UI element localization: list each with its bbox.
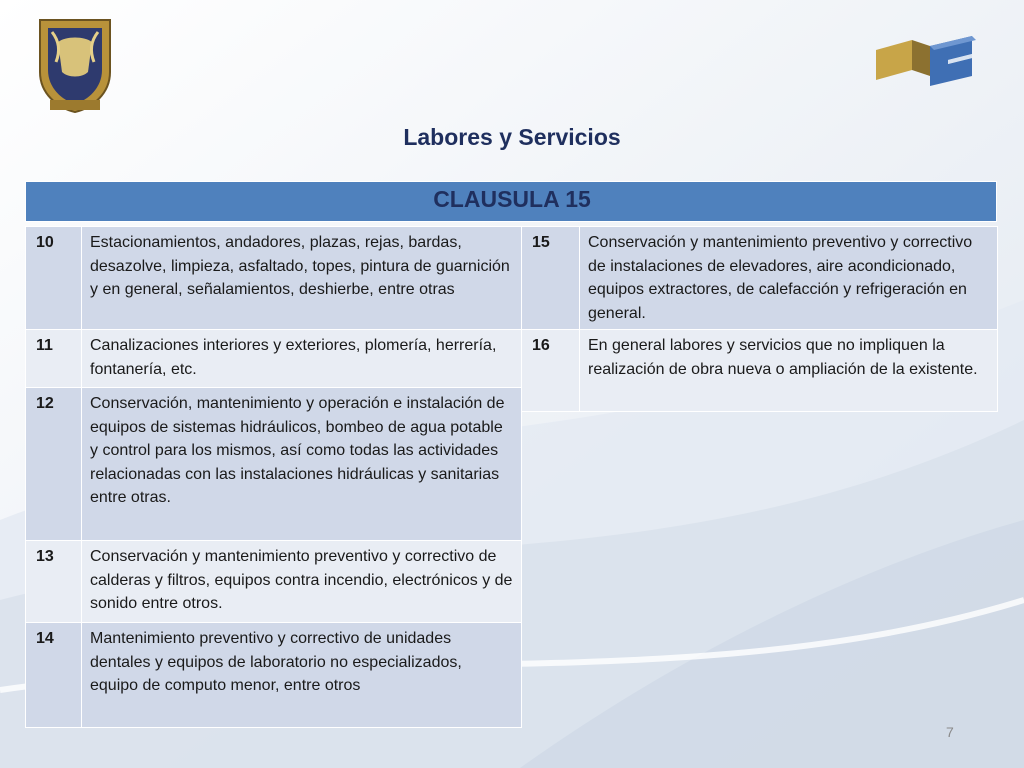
- row-number: 15: [522, 227, 580, 330]
- table-row: [26, 330, 522, 388]
- row-description: Conservación, mantenimiento y operación e instalación de equipos de sistemas hidráulicos, bombeo de agua potable y control para los mismos, así como todas las actividades relacionadas con las instalaciones hidráulicas y sanitarias entre otras.: [82, 388, 522, 541]
- table-row: [26, 388, 522, 541]
- page-number: 7: [946, 724, 954, 740]
- table-row: [26, 623, 522, 728]
- table-row: [522, 330, 998, 412]
- row-description: Canalizaciones interiores y exteriores, plomería, herrería, fontanería, etc.: [82, 330, 522, 388]
- corporate-logo-icon: [872, 32, 980, 92]
- right-table: [521, 226, 998, 412]
- row-number: 16: [522, 330, 580, 412]
- row-number: 14: [26, 623, 82, 728]
- table-row: [522, 227, 998, 330]
- row-number: 13: [26, 541, 82, 623]
- table-header: CLAUSULA 15: [433, 186, 591, 212]
- row-description: En general labores y servicios que no impliquen la realización de obra nueva o ampliación de la existente.: [580, 330, 998, 412]
- slide-title: Labores y Servicios: [403, 124, 621, 150]
- row-number: 11: [26, 330, 82, 388]
- row-description: Estacionamientos, andadores, plazas, rejas, bardas, desazolve, limpieza, asfaltado, topes, pintura de guarnición y en general, señalamientos, deshierbe, entre otras: [82, 227, 522, 330]
- table-row: [26, 541, 522, 623]
- row-description: Conservación y mantenimiento preventivo y correctivo de instalaciones de elevadores, aire acondicionado, equipos extractores, de calefacción y refrigeración en general.: [580, 227, 998, 330]
- row-number: 10: [26, 227, 82, 330]
- row-number: 12: [26, 388, 82, 541]
- left-table: [25, 226, 522, 728]
- university-seal-icon: [30, 12, 120, 114]
- row-description: Conservación y mantenimiento preventivo y correctivo de calderas y filtros, equipos contra incendio, electrónicos y de sonido entre otros.: [82, 541, 522, 623]
- table-row: [26, 227, 522, 330]
- row-description: Mantenimiento preventivo y correctivo de unidades dentales y equipos de laboratorio no especializados, equipo de computo menor, entre otros: [82, 623, 522, 728]
